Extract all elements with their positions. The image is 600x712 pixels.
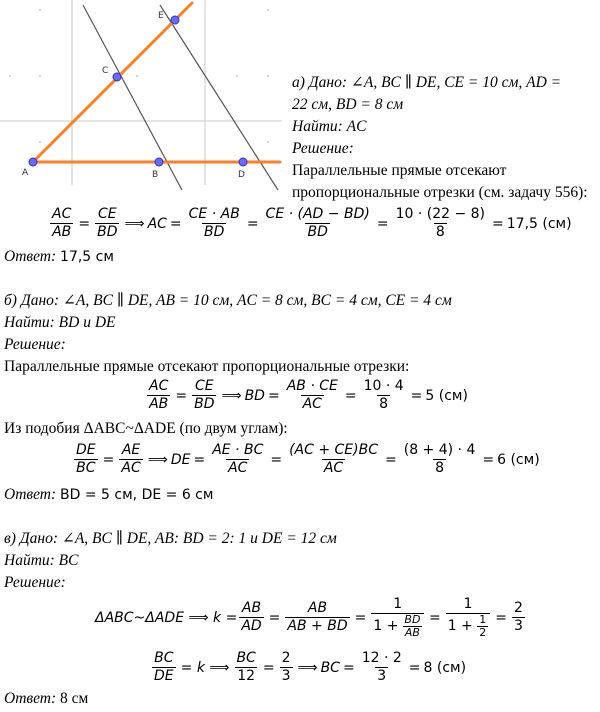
part-b-solution-label: Решение:	[4, 336, 66, 353]
part-b-answer: Ответ: BD = 5 см, DE = 6 см	[4, 486, 214, 503]
part-c-solution-label: Решение:	[4, 574, 66, 591]
label-e: E	[158, 11, 164, 21]
part-b-given: б) Дано: ∠A, BC ∥ DE, AB = 10 см, AC = 8 см, BC = 4 см, CE = 4 см	[4, 292, 452, 309]
part-c-equation-2: $\frac{BC}{DE}$ = k ⟹ $\frac{BC}{12}$ = $\frac{2}{3}$ ⟹ BC = $\frac{12 \cdot 2}{3}$ = 8 (см)	[154, 650, 467, 684]
geometry-figure	[0, 0, 290, 195]
part-b-text2: Из подобия ΔABC~ΔADE (по двум углам):	[4, 420, 288, 437]
part-b-text1: Параллельные прямые отсекают пропорциональные отрезки:	[4, 358, 410, 375]
part-a-given-line2: 22 см, BD = 8 см	[292, 96, 404, 113]
part-b-find: Найти: BD и DE	[4, 314, 116, 331]
part-a-find: Найти: AC	[292, 118, 367, 135]
point-c	[113, 73, 121, 81]
part-a-equation: $\frac{AC}{AB}$ = $\frac{CE}{BD}$ ⟹ AC = $\frac{CE \cdot AB}{BD}$ = $\frac{CE \cdot (AD - BD)}{BD}$ = $\frac{10 \cdot (22 - 8)}{8}$ = 17,5 (см)	[52, 206, 572, 240]
part-c-equation-1: ΔABC~ΔADE ⟹ k = $\frac{AB}{AD}$ = $\frac{AB}{AB + BD}$ = 1 1 + $\frac{BD}{AB}$ = 1 1 + $\frac{1}{2}$ = $\frac{2}{3}$	[95, 596, 523, 639]
point-a	[29, 158, 37, 166]
label-c: C	[102, 66, 109, 76]
point-d	[239, 158, 247, 166]
point-b	[155, 158, 163, 166]
part-c-given: в) Дано: ∠A, BC ∥ DE, AB: BD = 2: 1 и DE = 12 см	[4, 530, 337, 547]
part-c-answer: Ответ: 8 см	[4, 690, 89, 707]
part-b-equation-1: $\frac{AC}{AB}$ = $\frac{CE}{BD}$ ⟹ BD = $\frac{AB \cdot CE}{AC}$ = $\frac{10 \cdot 4}{8}$ = 5 (см)	[149, 378, 468, 412]
part-a-given-line1: а) Дано: ∠A, BC ∥ DE, CE = 10 см, AD =	[292, 74, 562, 91]
part-c-find: Найти: BC	[4, 552, 79, 569]
label-b: B	[152, 170, 159, 180]
part-a-text2: пропорциональные отрезки (см. задачу 556):	[292, 184, 588, 201]
part-a-answer: Ответ: 17,5 см	[4, 248, 114, 265]
part-b-equation-2: $\frac{DE}{BC}$ = $\frac{AE}{AC}$ ⟹ DE = $\frac{AE \cdot BC}{AC}$ = $\frac{(AC + CE)BC}{AC}$ = $\frac{(8 + 4) \cdot 4}{8}$ = 6 (см)	[76, 442, 540, 476]
point-e	[171, 16, 179, 24]
part-a-solution-label: Решение:	[292, 140, 354, 157]
label-d: D	[238, 170, 245, 180]
label-a: A	[22, 168, 29, 178]
part-a-text1: Параллельные прямые отсекают	[292, 162, 507, 179]
